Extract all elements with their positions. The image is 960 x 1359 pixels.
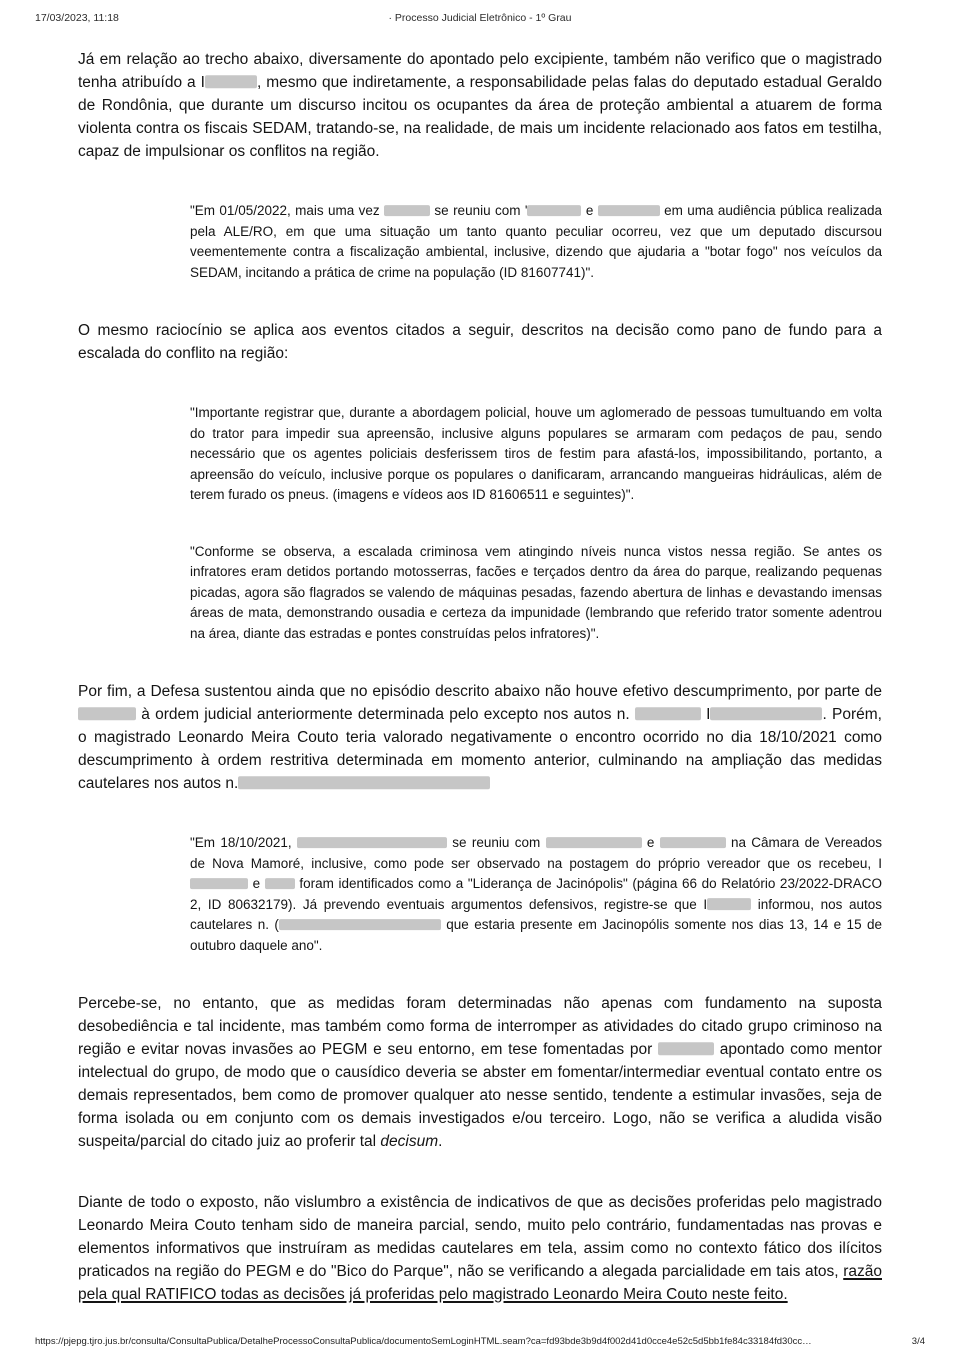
quote-block xyxy=(190,542,882,645)
redaction-box xyxy=(190,878,248,889)
text-segment: apontado como mentor intelectual do grupo, de modo que o causídico deveria se abster em fomentar/intermediar eventual contato entre os demais representados, bem como de promover qualquer ato nesse sentido, tendente a estimular invasões, seja de forma isolada ou em conjunto com os demais investigados e/ou terceiro. Logo, não se verifica a aludida visão suspeita/parcial do citado juiz ao proferir tal xyxy=(78,1041,882,1150)
text-segment: e xyxy=(641,835,660,850)
print-datetime: 17/03/2023, 11:18 xyxy=(35,12,119,24)
text-segment: Por fim, a Defesa sustentou ainda que no episódio descrito abaixo não houve efetivo descumprimento, por parte de xyxy=(78,683,882,700)
text-segment: I xyxy=(700,706,711,723)
print-url: https://pjepg.tjro.jus.br/consulta/ConsultaPublica/DetalheProcessoConsultaPublica/documentoSemLoginHTML.seam?ca=fd93bde3b9d4f002d41d0cce4e52c5d5bb1fe84c33184fd30cc… xyxy=(35,1336,812,1347)
page-indicator: 3/4 xyxy=(911,1336,925,1347)
text-segment: . xyxy=(438,1133,443,1150)
text-segment: decisum xyxy=(380,1133,439,1150)
text-segment: . Porém, o magistrado Leonardo Meira Couto teria valorado negativamente o encontro ocorrido no dia 18/10/2021 como descumprimento à ordem restritiva determinada em momento anterior, culminando na ampliação das medidas cautelares nos autos n. xyxy=(78,706,882,792)
text-segment: se reuniu com xyxy=(446,835,546,850)
text-segment: razão pela qual RATIFICO todas as decisões já proferidas pelo magistrado Leonardo Meira Couto neste feito. xyxy=(78,1263,882,1303)
redaction-box xyxy=(279,919,441,930)
paragraph xyxy=(78,992,882,1153)
text-segment: "Em 18/10/2021, xyxy=(190,835,297,850)
text-segment: Já em relação ao trecho abaixo, diversamente do apontado pelo excipiente, também não verifico que o magistrado tenha atribuído a I xyxy=(78,51,882,91)
redaction-box xyxy=(658,1043,714,1056)
paragraph xyxy=(78,1191,882,1306)
text-segment: , mesmo que indiretamente, a responsabilidade pelas falas do deputado estadual Geraldo de Rondônia, que durante um discurso incitou os ocupantes da área de proteção ambiental a atuarem de forma violenta contra os fiscais SEDAM, tratando-se, na realidade, de mais um incidente relacionado aos fatos em testilha, capaz de impulsionar os conflitos na região. xyxy=(78,74,882,160)
redaction-box xyxy=(635,708,701,721)
quote-block xyxy=(190,403,882,506)
redaction-box xyxy=(205,76,257,89)
text-segment: "Importante registrar que, durante a abordagem policial, houve um aglomerado de pessoas tumultuando em volta do trator para impedir sua apreensão, inclusive alguns populares se armaram com pedaços de pau, sendo necessário que os agentes policiais desferissem tiros de festim para afastá-los, impossibilitando, portanto, a apreensão do veículo, inclusive porque os populares o danificaram, arrancando mangueiras hidráulicas, além de terem furado os pneus. (imagens e vídeos aos ID 81606511 e seguintes)". xyxy=(190,405,882,502)
redaction-box xyxy=(527,205,581,216)
redaction-box xyxy=(265,878,295,889)
redaction-box xyxy=(710,708,822,721)
text-segment: e xyxy=(581,203,598,218)
print-footer xyxy=(35,1336,925,1347)
text-segment: Diante de todo o exposto, não vislumbro a existência de indicativos de que as decisões proferidas pelo magistrado Leonardo Meira Couto tenham sido de maneira parcial, sendo, muito pelo contrário, fundamentadas nas provas e elementos informativos que instruíram as medidas cautelares em tela, assim como no contexto fático dos ilícitos praticados na região do PEGM e do "Bico do Parque", não se verificando a alegada parcialidade em tais atos, xyxy=(78,1194,882,1280)
text-segment: O mesmo raciocínio se aplica aos eventos citados a seguir, descritos na decisão como pano de fundo para a escalada do conflito na região: xyxy=(78,322,882,362)
redaction-box xyxy=(546,837,642,848)
text-segment: na Câmara de Vereados de Nova Mamoré, inclusive, como pode ser observado na postagem do próprio vereador que os recebeu, I xyxy=(190,835,882,871)
text-segment: "Em 01/05/2022, mais uma vez xyxy=(190,203,385,218)
redaction-box xyxy=(78,708,136,721)
redaction-box xyxy=(707,899,751,910)
text-segment: que estaria presente em Jacinopólis somente nos dias 13, 14 e 15 de outubro daquele ano". xyxy=(190,917,883,953)
text-segment: à ordem judicial anteriormente determinada pelo excepto nos autos n. xyxy=(136,706,635,723)
paragraph xyxy=(78,680,882,795)
paragraph xyxy=(78,48,882,163)
text-segment: e xyxy=(248,876,265,891)
redaction-box xyxy=(660,837,726,848)
text-segment: em uma audiência pública realizada pela ALE/RO, em que uma situação um tanto quanto peculiar ocorreu, vez que um deputado discursou veementemente contra a fiscalização ambiental, inclusive, dizendo que ajudaria a "botar fogo" nos veículos da SEDAM, incitando a prática de crime na população (ID 81607741)". xyxy=(190,203,882,280)
text-segment: informou, nos autos cautelares n. ( xyxy=(190,896,882,932)
print-header xyxy=(35,10,925,28)
redaction-box xyxy=(297,837,447,848)
quote-block xyxy=(190,201,882,283)
redaction-box xyxy=(238,777,490,790)
text-segment: "Conforme se observa, a escalada criminosa vem atingindo níveis nunca vistos nessa região. Se antes os infratores eram detidos portando motosserras, facões e terçados dentro da área do parque, realizando pequenas picadas, agora são flagrados se valendo de máquinas pesadas, fazendo abertura de linhas e devastando imensas áreas de mata, demonstrando ousadia e certeza da impunidade (lembrando que referido trator somente adentrou na área, diante das estradas e pontes construídas pelos infratores)". xyxy=(190,543,882,641)
document-body xyxy=(78,48,882,1306)
redaction-box xyxy=(598,205,660,216)
text-segment: Percebe-se, no entanto, que as medidas foram determinadas não apenas com fundamento na suposta desobediência e tal incidente, mas também como forma de interromper as atividades do citado grupo criminoso na região e evitar novas invasões ao PEGM e seu entorno, em tese fomentadas por xyxy=(78,995,882,1058)
text-segment: foram identificados como a "Liderança de Jacinópolis" (página 66 do Relatório 23/2022-DRACO 2, ID 80632179). Já prevendo eventuais argumentos defensivos, registre-se que I xyxy=(190,876,882,912)
paragraph xyxy=(78,319,882,365)
print-title: · Processo Judicial Eletrônico - 1º Grau xyxy=(388,12,572,24)
text-segment: se reuniu com ' xyxy=(430,203,528,218)
redaction-box xyxy=(384,205,430,216)
quote-block xyxy=(190,833,882,956)
